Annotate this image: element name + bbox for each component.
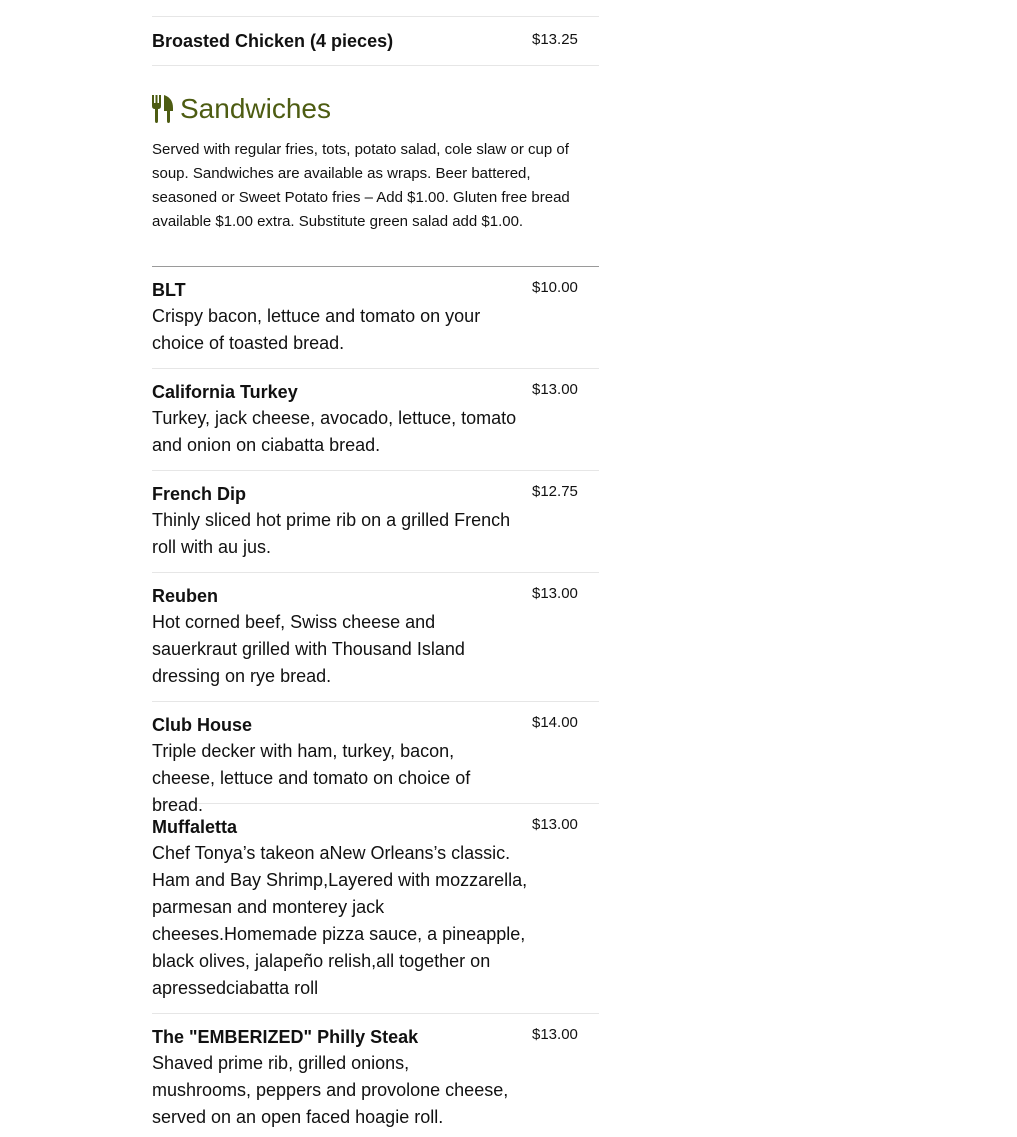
menu-item-price: $13.00	[532, 381, 578, 398]
utensils-icon	[152, 95, 173, 123]
menu-item	[152, 369, 599, 471]
menu-item-name: BLT	[152, 280, 186, 300]
menu-item	[152, 471, 599, 573]
section-intro: Served with regular fries, tots, potato salad, cole slaw or cup of soup. Sandwiches are available as wraps. Beer battered, seasoned or Sweet Potato fries – Add $1.00. Gluten free bread available $1.00 extra. Substitute green salad add $1.00.	[152, 141, 570, 230]
menu-item-price: $13.00	[532, 816, 578, 833]
menu-item	[152, 804, 599, 1014]
menu-item-description: Turkey, jack cheese, avocado, lettuce, tomato and onion on ciabatta bread.	[152, 408, 517, 455]
menu-item-price: $13.25	[532, 31, 578, 48]
menu-item-description: Crispy bacon, lettuce and tomato on your choice of toasted bread.	[152, 306, 481, 353]
menu-item-name: French Dip	[152, 484, 247, 504]
menu-item-description: Chef Tonya’s takeon aNew Orleans’s classic. Ham and Bay Shrimp,Layered with mozzarella, parmesan and monterey jack cheeses.Homemade pizza sauce, a pineapple, black olives, jalapeño relish,all together on apressedciabatta roll	[152, 843, 528, 998]
menu-item-name: Broasted Chicken (4 pieces)	[152, 31, 394, 51]
menu-item-name: California Turkey	[152, 382, 298, 402]
menu-item-description: Triple decker with ham, turkey, bacon, cheese, lettuce and tomato on choice of bread.	[152, 741, 471, 815]
menu-item-price: $13.00	[532, 585, 578, 602]
menu-item	[152, 702, 599, 815]
previous-menu-item-cut	[152, 0, 599, 17]
section-heading	[152, 92, 331, 126]
menu-item	[152, 267, 599, 369]
menu-item-name: Reuben	[152, 586, 219, 606]
menu-item-broasted-chicken	[152, 16, 599, 66]
menu-item-name: Club House	[152, 715, 253, 735]
menu-item-description: Shaved prime rib, grilled onions, mushrooms, peppers and provolone cheese, served on an open faced hoagie roll.	[152, 1053, 509, 1127]
menu-item-price: $10.00	[532, 279, 578, 296]
menu-item-description: Hot corned beef, Swiss cheese and sauerkraut grilled with Thousand Island dressing on rye bread.	[152, 612, 465, 686]
menu-item-name: Muffaletta	[152, 817, 237, 837]
menu-item-price: $13.00	[532, 1026, 578, 1043]
menu-item	[152, 573, 599, 702]
section-title: Sandwiches	[180, 93, 331, 124]
menu-item-price: $12.75	[532, 483, 578, 500]
menu-item-description: Thinly sliced hot prime rib on a grilled French roll with au jus.	[152, 510, 511, 557]
menu-item	[152, 1014, 599, 1137]
menu-item-name: The "EMBERIZED" Philly Steak	[152, 1027, 419, 1047]
menu-item-price: $14.00	[532, 714, 578, 731]
